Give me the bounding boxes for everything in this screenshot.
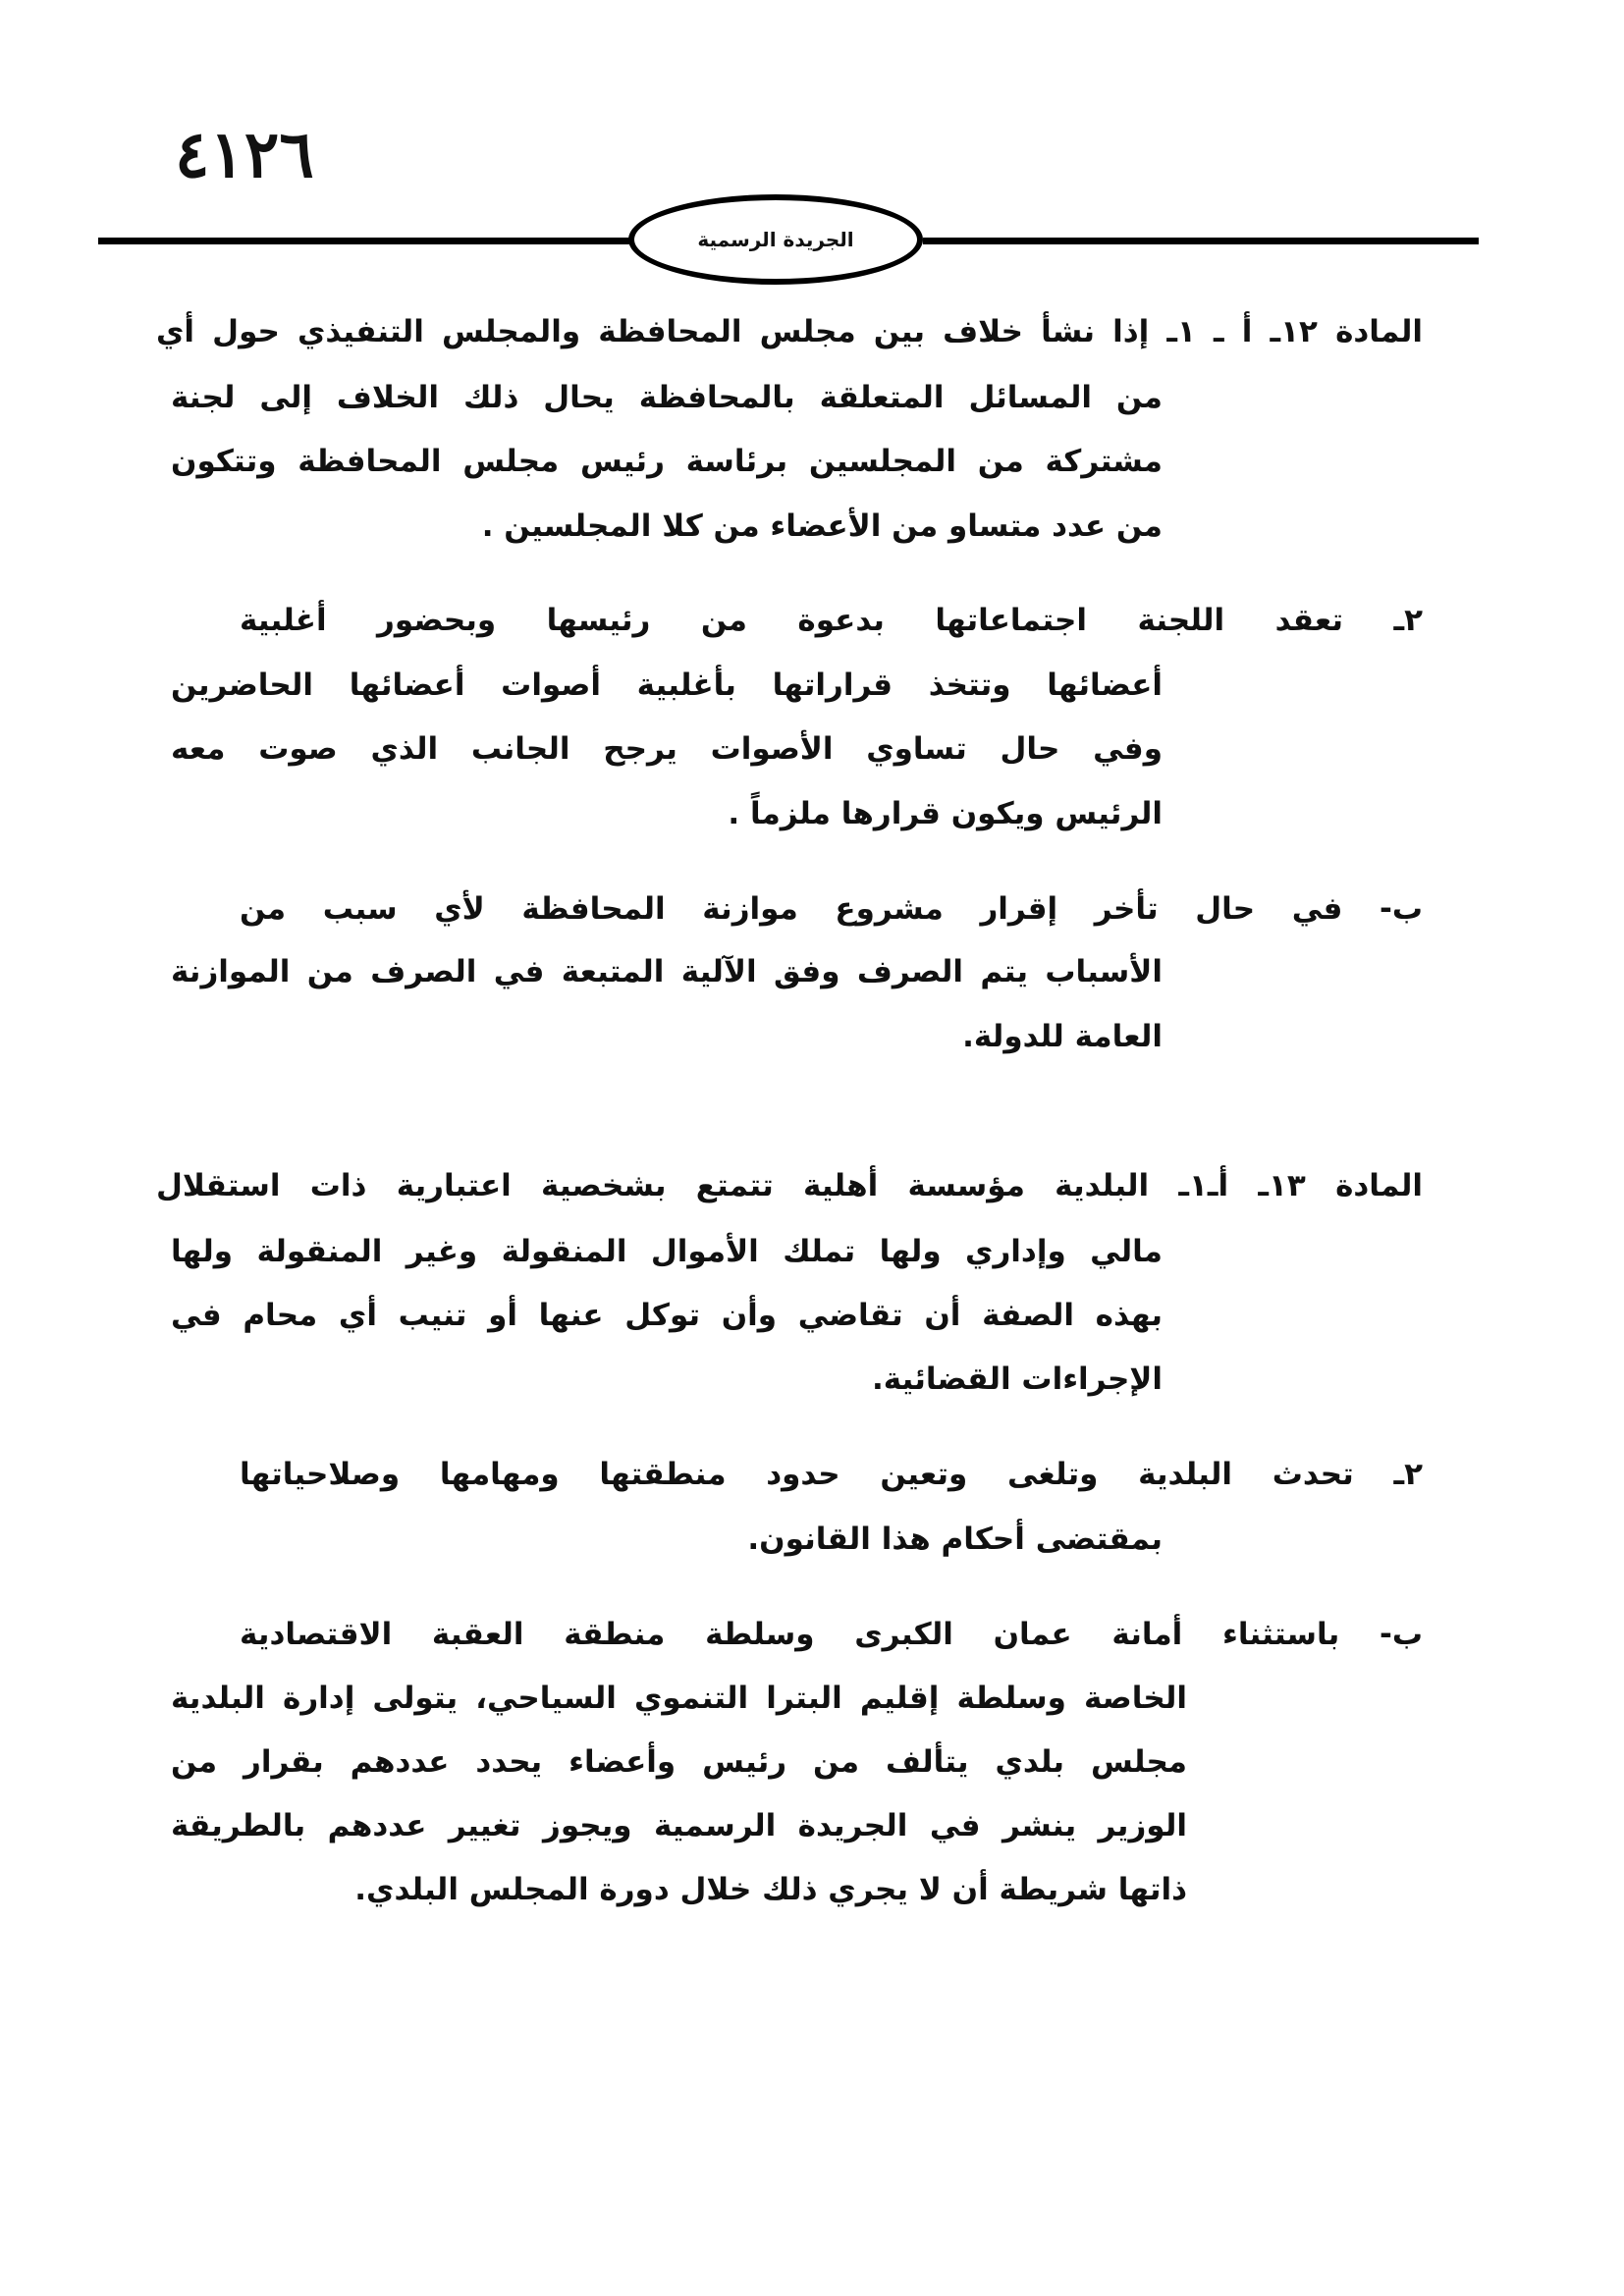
article-12-line: وفي حال تساوي الأصوات يرجح الجانب الذي صوت معه [171, 731, 1163, 767]
article-13-line: الإجراءات القضائية. [871, 1362, 1163, 1397]
article-12-line: من المسائل المتعلقة بالمحافظة يحال ذلك الخلاف إلى لجنة [171, 380, 1163, 415]
article-13-line: مالي وإداري ولها تملك الأموال المنقولة وغير المنقولة ولها [171, 1234, 1163, 1269]
article-12-line: ب- في حال تأخر إقرار مشروع موازنة المحافظة لأي سبب من [240, 891, 1423, 927]
article-13-line: مجلس بلدي يتألف من رئيس وأعضاء يحدد عددهم بقرار من [171, 1744, 1187, 1780]
article-12-line: مشتركة من المجلسين برئاسة رئيس مجلس المحافظة وتتكون [171, 444, 1163, 479]
article-13-line: ٢ـ تحدث البلدية وتلغى وتعين حدود منطقتها ومهامها وصلاحياتها [240, 1457, 1423, 1492]
article-13-line: الوزير ينشر في الجريدة الرسمية ويجوز تغيير عددهم بالطريقة [171, 1808, 1187, 1843]
article-13-line: ذاتها شريطة أن لا يجري ذلك خلال دورة المجلس البلدي. [354, 1872, 1187, 1907]
masthead-title: الجريدة الرسمية [697, 228, 854, 251]
article-12-line: من عدد متساو من الأعضاء من كلا المجلسين . [481, 508, 1163, 544]
article-13-line: بهذه الصفة أن تقاضي وأن توكل عنها أو تنيب أي محام في [171, 1298, 1163, 1333]
article-13-line: ب- باستثناء أمانة عمان الكبرى وسلطة منطقة العقبة الاقتصادية [240, 1617, 1423, 1652]
masthead-oval [628, 194, 923, 285]
article-12-line: العامة للدولة. [962, 1019, 1163, 1054]
article-12-line: المادة ١٢ـ أ ـ ١ـ إذا نشأ خلاف بين مجلس المحافظة والمجلس التنفيذي حول أي [156, 314, 1423, 349]
article-12-line: أعضائها وتتخذ قراراتها بأغلبية أصوات أعضائها الحاضرين [171, 667, 1163, 703]
article-12-line: ٢ـ تعقد اللجنة اجتماعاتها بدعوة من رئيسها وبحضور أغلبية [240, 603, 1423, 638]
article-12-line: الرئيس ويكون قرارها ملزماً . [728, 796, 1163, 831]
header-rule-right [923, 238, 1479, 244]
article-13-line: بمقتضى أحكام هذا القانون. [747, 1522, 1163, 1557]
page-number: ٤١٢٦ [175, 116, 314, 192]
article-13-line: الخاصة وسلطة إقليم البترا التنموي السياحي، يتولى إدارة البلدية [171, 1681, 1187, 1716]
header-rule-left [98, 238, 634, 244]
article-12-line: الأسباب يتم الصرف وفق الآلية المتبعة في الصرف من الموازنة [171, 954, 1163, 989]
article-13-line: المادة ١٣ـ أـ١ـ البلدية مؤسسة أهلية تتمتع بشخصية اعتبارية ذات استقلال [156, 1168, 1423, 1203]
